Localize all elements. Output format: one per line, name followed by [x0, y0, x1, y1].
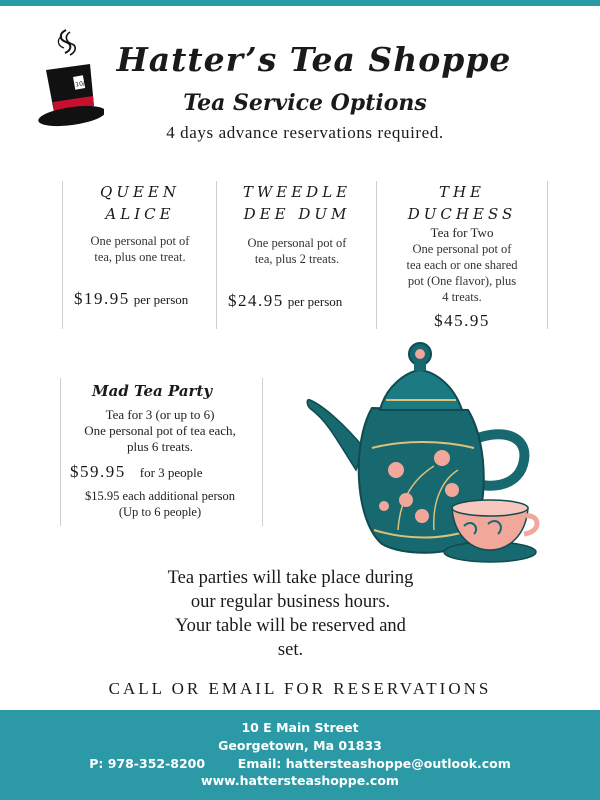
option-description: pot (One flavor), plus — [407, 274, 517, 288]
footer-email-link[interactable]: Email: hattersteashoppe@outlook.com — [237, 756, 511, 771]
party-price-unit: for 3 people — [139, 465, 203, 480]
party-description-line: Tea for 3 (or up to 6) — [105, 407, 215, 422]
column-divider — [216, 181, 217, 329]
option-price-unit: per person — [287, 294, 343, 309]
closing-message — [118, 566, 463, 662]
page-title: Hatter’s Tea Shoppe — [116, 40, 512, 79]
closing-line: our regular business hours. — [190, 592, 391, 612]
top-accent-bar — [0, 0, 600, 6]
footer-address-line2: Georgetown, Ma 01833 — [218, 738, 382, 753]
party-description — [60, 407, 260, 455]
footer-address-line1: 10 E Main Street — [241, 720, 359, 735]
party-option-name: Mad Tea Party — [92, 382, 213, 400]
option-description: 4 treats. — [442, 290, 482, 304]
option-name: DUCHESS — [407, 205, 517, 223]
option-name: ALICE — [105, 205, 175, 223]
option-name: THE — [438, 183, 486, 201]
option-subtitle: Tea for Two — [430, 225, 494, 240]
closing-line: set. — [277, 640, 304, 660]
footer-contact-row — [0, 755, 600, 773]
option-description: One personal pot of — [412, 242, 512, 256]
party-description-line: One personal pot of tea each, — [84, 423, 236, 438]
closing-line: Your table will be reserved and — [175, 616, 406, 636]
option-description: One personal pot of — [90, 234, 190, 248]
reservation-notice: 4 days advance reservations required. — [166, 123, 444, 142]
option-description: One personal pot of — [247, 236, 347, 250]
option-price: $24.95 — [228, 291, 284, 310]
option-card-the-duchess — [382, 181, 542, 329]
column-divider — [62, 181, 63, 329]
option-description: tea each or one shared — [406, 258, 518, 272]
footer-phone[interactable]: P: 978-352-8200 — [89, 756, 206, 771]
party-extra — [60, 488, 260, 520]
column-divider — [547, 181, 548, 329]
party-price-row — [70, 462, 203, 482]
party-price: $59.95 — [70, 462, 126, 481]
footer-contact — [0, 710, 600, 800]
svg-text:10/6: 10/6 — [74, 79, 90, 89]
option-name: DEE DUM — [243, 205, 351, 223]
teapot-illustration — [302, 330, 542, 570]
closing-line: Tea parties will take place during — [167, 568, 414, 588]
option-name: TWEEDLE — [242, 183, 352, 201]
option-card-queen-alice — [70, 181, 210, 329]
call-to-action: CALL OR EMAIL FOR RESERVATIONS — [108, 679, 492, 698]
option-price: $19.95 — [74, 289, 130, 308]
option-card-tweedle-dee-dum — [222, 181, 372, 329]
option-price-unit: per person — [133, 292, 189, 307]
option-description: tea, plus 2 treats. — [254, 252, 340, 266]
option-description: tea, plus one treat. — [94, 250, 186, 264]
party-description-line: plus 6 treats. — [126, 439, 194, 454]
column-divider — [376, 181, 377, 329]
footer-website-link[interactable]: www.hattersteashoppe.com — [201, 773, 399, 788]
party-extra-line: (Up to 6 people) — [118, 505, 202, 519]
option-name: QUEEN — [100, 183, 180, 201]
option-price: $45.95 — [434, 311, 490, 330]
page-subtitle: Tea Service Options — [183, 90, 427, 116]
column-divider — [262, 378, 263, 526]
party-extra-line: $15.95 each additional person — [85, 489, 235, 503]
